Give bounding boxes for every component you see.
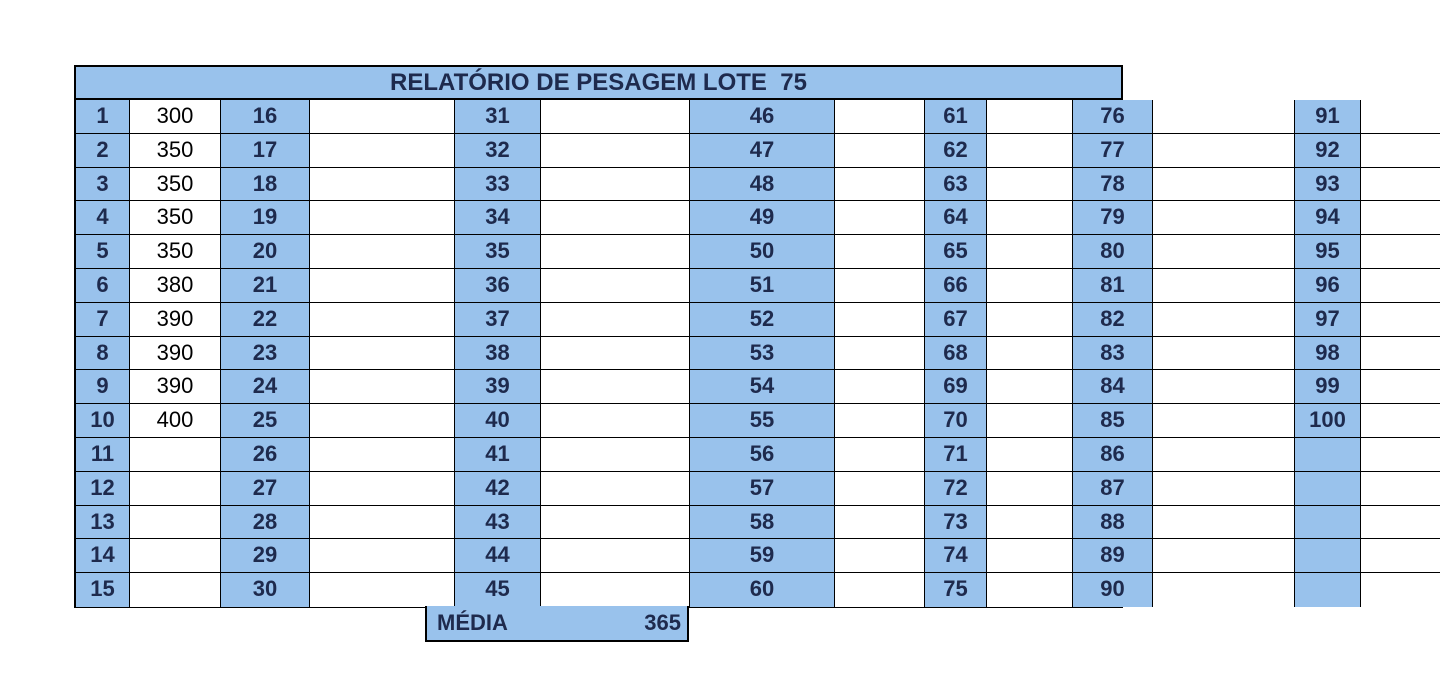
lot-number-cell: 39 <box>455 370 541 404</box>
weight-value-cell <box>1361 472 1440 506</box>
weight-value-cell <box>541 370 690 404</box>
weighing-report-table <box>74 65 1346 608</box>
weight-value-cell <box>987 438 1073 472</box>
average-box <box>425 606 689 642</box>
weight-value-cell <box>1361 100 1440 134</box>
lot-number-cell: 55 <box>690 404 835 438</box>
weight-value-cell <box>987 303 1073 337</box>
weight-value-cell <box>987 100 1073 134</box>
lot-number-cell: 6 <box>76 269 130 303</box>
lot-number-cell: 90 <box>1073 573 1153 607</box>
weight-value-cell <box>987 201 1073 235</box>
weight-value-cell <box>310 134 455 168</box>
lot-number-cell: 89 <box>1073 539 1153 573</box>
weight-value-cell: 390 <box>130 370 221 404</box>
weight-value-cell <box>541 438 690 472</box>
weight-value-cell: 350 <box>130 168 221 202</box>
lot-number-cell: 64 <box>925 201 987 235</box>
weight-value-cell <box>1361 573 1440 607</box>
lot-number-cell <box>1295 573 1361 607</box>
weight-value-cell <box>310 506 455 540</box>
lot-number-cell: 54 <box>690 370 835 404</box>
lot-number-cell: 57 <box>690 472 835 506</box>
weight-value-cell <box>130 506 221 540</box>
weight-value-cell <box>310 472 455 506</box>
weight-value-cell: 390 <box>130 337 221 371</box>
weight-value-cell <box>987 235 1073 269</box>
weight-value-cell <box>1361 134 1440 168</box>
weight-value-cell <box>541 269 690 303</box>
weight-value-cell <box>987 472 1073 506</box>
lot-number-cell: 22 <box>221 303 310 337</box>
weight-value-cell <box>987 269 1073 303</box>
weight-value-cell <box>1153 573 1295 607</box>
weight-value-cell: 350 <box>130 201 221 235</box>
lot-number-cell: 20 <box>221 235 310 269</box>
lot-number-cell: 27 <box>221 472 310 506</box>
lot-number-cell: 63 <box>925 168 987 202</box>
lot-number-cell: 68 <box>925 337 987 371</box>
weight-value-cell <box>310 269 455 303</box>
lot-number-cell: 91 <box>1295 100 1361 134</box>
lot-number-cell: 31 <box>455 100 541 134</box>
weight-value-cell <box>1153 539 1295 573</box>
lot-number-cell: 46 <box>690 100 835 134</box>
lot-number-cell: 30 <box>221 573 310 607</box>
weight-value-cell <box>310 539 455 573</box>
lot-number-cell: 5 <box>76 235 130 269</box>
weight-value-cell <box>1153 201 1295 235</box>
weight-value-cell <box>835 269 925 303</box>
lot-number-cell: 59 <box>690 539 835 573</box>
weight-value-cell <box>835 235 925 269</box>
lot-number-cell: 4 <box>76 201 130 235</box>
weight-value-cell <box>310 303 455 337</box>
weight-value-cell <box>987 337 1073 371</box>
weight-value-cell <box>1153 438 1295 472</box>
lot-number-cell: 99 <box>1295 370 1361 404</box>
weight-value-cell <box>310 100 455 134</box>
lot-number-cell: 18 <box>221 168 310 202</box>
lot-number-cell: 98 <box>1295 337 1361 371</box>
weight-value-cell <box>987 168 1073 202</box>
lot-number-cell: 97 <box>1295 303 1361 337</box>
weight-value-cell: 300 <box>130 100 221 134</box>
lot-number-cell: 3 <box>76 168 130 202</box>
weight-value-cell <box>1361 201 1440 235</box>
lot-number-cell: 24 <box>221 370 310 404</box>
lot-number-cell: 100 <box>1295 404 1361 438</box>
lot-number-cell: 83 <box>1073 337 1153 371</box>
lot-number-cell: 16 <box>221 100 310 134</box>
weight-value-cell <box>541 235 690 269</box>
weight-value-cell <box>835 134 925 168</box>
weight-value-cell <box>1153 472 1295 506</box>
lot-number-cell <box>1295 438 1361 472</box>
lot-number-cell: 81 <box>1073 269 1153 303</box>
lot-number-cell: 94 <box>1295 201 1361 235</box>
weight-value-cell <box>835 472 925 506</box>
lot-number-cell: 84 <box>1073 370 1153 404</box>
lot-number-cell: 66 <box>925 269 987 303</box>
lot-number-cell: 60 <box>690 573 835 607</box>
weight-value-cell <box>835 539 925 573</box>
weight-value-cell <box>541 100 690 134</box>
weight-value-cell <box>1361 370 1440 404</box>
lot-number-cell: 44 <box>455 539 541 573</box>
weight-value-cell <box>1153 100 1295 134</box>
weight-value-cell <box>310 235 455 269</box>
lot-number-cell: 53 <box>690 337 835 371</box>
weight-value-cell <box>987 506 1073 540</box>
weight-value-cell <box>1361 235 1440 269</box>
lot-number-cell: 92 <box>1295 134 1361 168</box>
lot-number-cell: 69 <box>925 370 987 404</box>
weight-value-cell <box>310 201 455 235</box>
lot-number-cell: 23 <box>221 337 310 371</box>
weight-value-cell <box>310 337 455 371</box>
weight-value-cell <box>541 404 690 438</box>
average-label: MÉDIA <box>437 610 508 635</box>
lot-number-cell: 58 <box>690 506 835 540</box>
weight-value-cell <box>1153 235 1295 269</box>
weight-value-cell <box>987 404 1073 438</box>
lot-number-cell: 67 <box>925 303 987 337</box>
lot-number-cell: 80 <box>1073 235 1153 269</box>
weight-value-cell <box>1153 337 1295 371</box>
lot-number-cell: 33 <box>455 168 541 202</box>
lot-number-cell: 36 <box>455 269 541 303</box>
weight-value-cell <box>130 573 221 607</box>
lot-number-cell: 82 <box>1073 303 1153 337</box>
weight-value-cell <box>541 506 690 540</box>
weight-value-cell: 350 <box>130 235 221 269</box>
lot-number-cell: 49 <box>690 201 835 235</box>
weight-value-cell <box>1361 404 1440 438</box>
weight-value-cell <box>835 100 925 134</box>
weight-value-cell <box>1361 438 1440 472</box>
lot-number-cell: 13 <box>76 506 130 540</box>
lot-number-cell: 52 <box>690 303 835 337</box>
lot-number-cell: 65 <box>925 235 987 269</box>
lot-number-cell: 12 <box>76 472 130 506</box>
weight-value-cell <box>1153 168 1295 202</box>
weight-value-cell <box>987 573 1073 607</box>
lot-number-cell: 9 <box>76 370 130 404</box>
lot-number-cell <box>1295 539 1361 573</box>
lot-number-cell: 87 <box>1073 472 1153 506</box>
weight-value-cell <box>541 303 690 337</box>
weight-value-cell <box>541 201 690 235</box>
lot-number-cell: 76 <box>1073 100 1153 134</box>
lot-number-cell <box>1295 472 1361 506</box>
weight-value-cell <box>835 168 925 202</box>
weight-value-cell <box>541 168 690 202</box>
weight-value-cell <box>835 404 925 438</box>
weight-value-cell <box>835 506 925 540</box>
lot-number-cell: 32 <box>455 134 541 168</box>
lot-number-cell: 48 <box>690 168 835 202</box>
weight-value-cell <box>835 303 925 337</box>
lot-number-cell: 88 <box>1073 506 1153 540</box>
lot-number-cell: 77 <box>1073 134 1153 168</box>
lot-number-cell: 8 <box>76 337 130 371</box>
weight-value-cell: 390 <box>130 303 221 337</box>
lot-number-cell: 10 <box>76 404 130 438</box>
weight-value-cell <box>310 370 455 404</box>
lot-number-cell: 50 <box>690 235 835 269</box>
weight-value-cell <box>1153 370 1295 404</box>
weight-value-cell <box>1361 506 1440 540</box>
weight-value-cell <box>541 337 690 371</box>
lot-number-cell: 70 <box>925 404 987 438</box>
lot-number-cell: 96 <box>1295 269 1361 303</box>
lot-number-cell: 75 <box>925 573 987 607</box>
weight-value-cell <box>310 438 455 472</box>
lot-number-cell: 61 <box>925 100 987 134</box>
weight-value-cell <box>541 573 690 607</box>
weight-value-cell <box>310 168 455 202</box>
lot-number-cell: 14 <box>76 539 130 573</box>
lot-number-cell: 38 <box>455 337 541 371</box>
weight-value-cell <box>1361 269 1440 303</box>
weight-value-cell: 380 <box>130 269 221 303</box>
weight-value-cell <box>835 337 925 371</box>
lot-number-cell: 51 <box>690 269 835 303</box>
lot-number-cell: 45 <box>455 573 541 607</box>
lot-number-cell: 93 <box>1295 168 1361 202</box>
weight-value-cell <box>1361 337 1440 371</box>
lot-number-cell: 21 <box>221 269 310 303</box>
lot-number-cell: 41 <box>455 438 541 472</box>
weight-value-cell <box>835 573 925 607</box>
weight-value-cell <box>1153 269 1295 303</box>
lot-number-cell: 71 <box>925 438 987 472</box>
lot-number-cell: 85 <box>1073 404 1153 438</box>
lot-number-cell: 40 <box>455 404 541 438</box>
weight-value-cell <box>1153 134 1295 168</box>
weight-value-cell <box>1361 168 1440 202</box>
lot-number-cell: 72 <box>925 472 987 506</box>
lot-number-cell: 79 <box>1073 201 1153 235</box>
weight-value-cell <box>835 438 925 472</box>
weight-value-cell <box>310 404 455 438</box>
lot-number-cell: 56 <box>690 438 835 472</box>
lot-number-cell <box>1295 506 1361 540</box>
weight-value-cell <box>987 134 1073 168</box>
weight-value-cell <box>1153 404 1295 438</box>
lot-number-cell: 29 <box>221 539 310 573</box>
weight-value-cell <box>130 539 221 573</box>
lot-number-cell: 73 <box>925 506 987 540</box>
weight-value-cell <box>1361 539 1440 573</box>
lot-number-cell: 86 <box>1073 438 1153 472</box>
lot-number-cell: 19 <box>221 201 310 235</box>
lot-number-cell: 42 <box>455 472 541 506</box>
lot-number-cell: 17 <box>221 134 310 168</box>
weight-value-cell <box>541 134 690 168</box>
lot-number-cell: 25 <box>221 404 310 438</box>
lot-number-cell: 34 <box>455 201 541 235</box>
weight-value-cell: 350 <box>130 134 221 168</box>
weight-value-cell <box>130 472 221 506</box>
weight-value-cell: 400 <box>130 404 221 438</box>
weight-value-cell <box>1153 303 1295 337</box>
weight-value-cell <box>1361 303 1440 337</box>
weight-value-cell <box>541 472 690 506</box>
weight-value-cell <box>541 539 690 573</box>
weight-value-cell <box>987 370 1073 404</box>
report-title: RELATÓRIO DE PESAGEM LOTE 75 <box>76 67 1121 100</box>
average-value: 365 <box>644 610 681 635</box>
lot-number-cell: 43 <box>455 506 541 540</box>
lot-number-cell: 15 <box>76 573 130 607</box>
lot-number-cell: 74 <box>925 539 987 573</box>
lot-number-cell: 62 <box>925 134 987 168</box>
weight-value-cell <box>130 438 221 472</box>
lot-number-cell: 11 <box>76 438 130 472</box>
lot-number-cell: 1 <box>76 100 130 134</box>
lot-number-cell: 95 <box>1295 235 1361 269</box>
lot-number-cell: 37 <box>455 303 541 337</box>
lot-number-cell: 35 <box>455 235 541 269</box>
lot-number-cell: 26 <box>221 438 310 472</box>
weight-value-cell <box>835 370 925 404</box>
weight-value-cell <box>1153 506 1295 540</box>
weight-value-cell <box>835 201 925 235</box>
lot-number-cell: 47 <box>690 134 835 168</box>
lot-number-cell: 7 <box>76 303 130 337</box>
lot-number-cell: 78 <box>1073 168 1153 202</box>
lot-number-cell: 28 <box>221 506 310 540</box>
lot-number-cell: 2 <box>76 134 130 168</box>
weight-value-cell <box>987 539 1073 573</box>
weight-value-cell <box>310 573 455 607</box>
